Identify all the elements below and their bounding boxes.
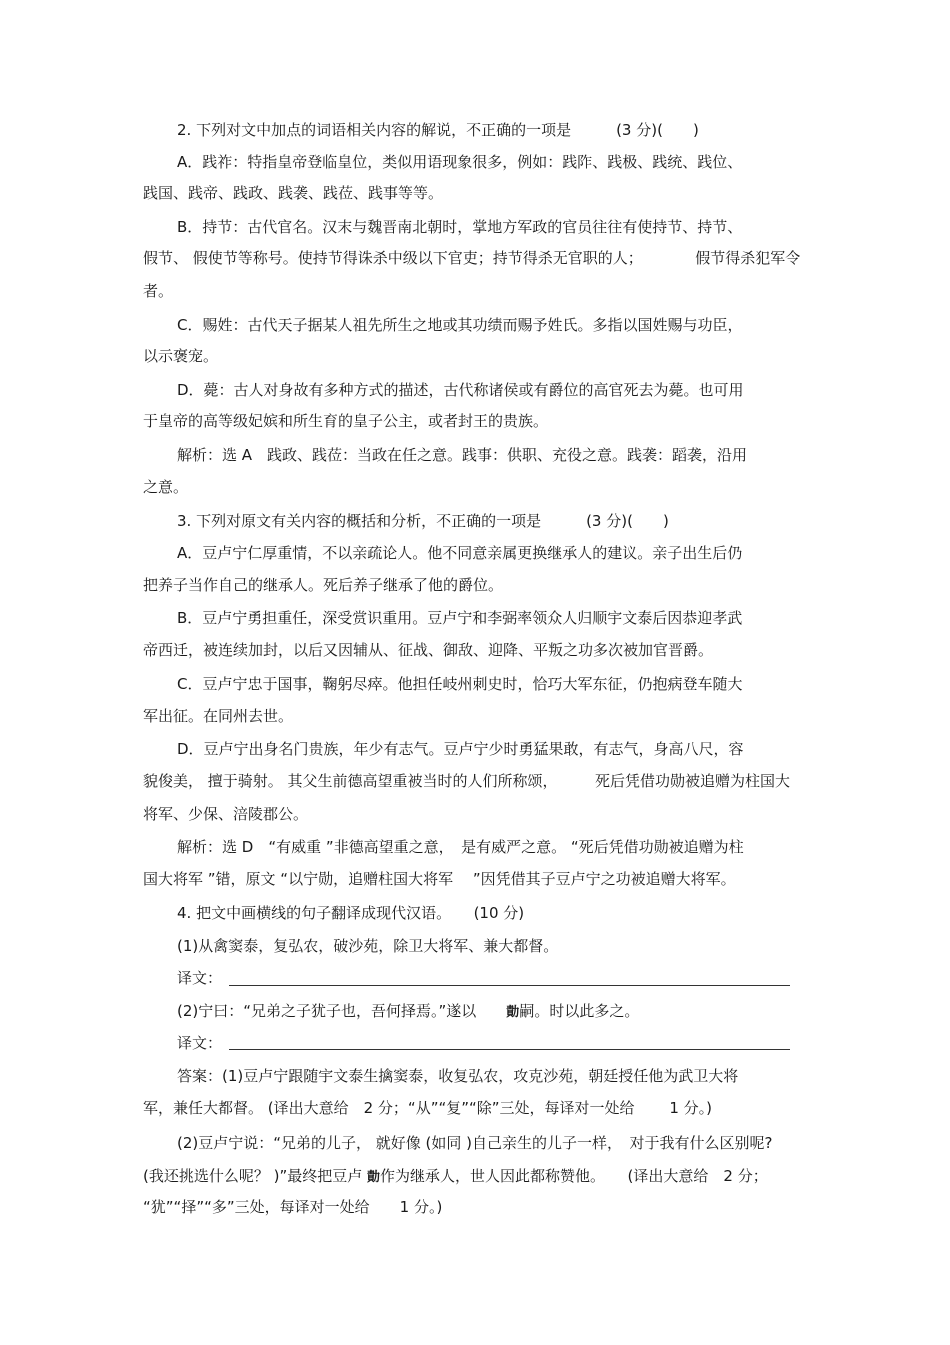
question-2-option-d-line1: D．薨：古人对身故有多种方式的描述，古代称诸侯或有爵位的高官死去为薨。也可用 <box>177 381 744 399</box>
answer-2-prefix: (我还挑选什么呢？ )”最终把豆卢 <box>143 1167 368 1185</box>
question-2-option-d-line2: 于皇帝的高等级妃嫔和所生育的皇子公主，或者封王的贵族。 <box>143 412 549 430</box>
question-3-option-d-line2: 貌俊美， 擅于骑射。 其父生前德高望重被当时的人们所称颂， 死后凭借功勋被追赠为柱国大 <box>143 772 791 790</box>
question-4-sentence-2 <box>177 1001 639 1021</box>
question-2-stem: 2. 下列对文中加点的词语相关内容的解说，不正确的一项是 (3 分)( ) <box>177 121 699 139</box>
question-2-explanation-line1: 解析：选 A 践政、践莅：当政在任之意。践事：供职、充役之意。践袭：蹈袭，沿用 <box>177 446 748 464</box>
question-3-option-a-line1: A．豆卢宁仁厚重情，不以亲疏论人。他不同意亲属更换继承人的建议。亲子出生后仍 <box>177 544 743 562</box>
translation-label-2: 译文： <box>177 1034 223 1052</box>
question-4-sentence-1: (1)从禽窦泰，复弘农，破沙苑，除卫大将军、兼大都督。 <box>177 937 559 955</box>
answer-1-line2: 军，兼任大都督。 (译出大意给 2 分；“从”“复”“除”三处，每译对一处给 1 分。) <box>143 1099 712 1117</box>
question-3-option-d-line3: 将军、少保、涪陵郡公。 <box>143 805 309 823</box>
translation-answer-line-1[interactable] <box>229 985 790 986</box>
answer-2-line3: “犹”“择”“多”三处，每译对一处给 1 分。) <box>143 1198 443 1216</box>
answer-2-suffix: 作为继承人，世人因此都称赞他。 (译出大意给 2 分； <box>380 1167 768 1185</box>
question-2-option-a-line2: 践国、践帝、践政、践袭、践莅、践事等等。 <box>143 184 444 202</box>
question-2-option-c-line1: C．赐姓：古代天子据某人祖先所生之地或其功绩而赐予姓氏。多指以国姓赐与功臣， <box>177 316 743 334</box>
question-2-option-b-line2: 假节、 假使节等称号。使持节得诛杀中级以下官吏；持节得杀无官职的人； 假节得杀犯军令 <box>143 249 801 267</box>
rare-character-glyph: 勣 <box>506 1005 520 1020</box>
question-3-explanation-line2: 国大将军 ”错，原文 “以宁勋，追赠柱国大将军 ”因凭借其子豆卢宁之功被追赠大将军。 <box>143 870 736 888</box>
question-2-option-b-line1: B．持节：古代官名。汉末与魏晋南北朝时，掌地方军政的官员往往有使持节、持节、 <box>177 218 743 236</box>
question-3-option-c-line2: 军出征。在同州去世。 <box>143 707 294 725</box>
question-3-option-c-line1: C．豆卢宁忠于国事，鞠躬尽瘁。他担任岐州刺史时，恰巧大军东征，仍抱病登车随大 <box>177 675 743 693</box>
question-2-option-b-line3: 者。 <box>143 282 174 300</box>
question-3-explanation-line1: 解析：选 D “有威重 ”非德高望重之意， 是有威严之意。 “死后凭借功勋被追赠为柱 <box>177 838 744 856</box>
question-4-stem: 4. 把文中画横线的句子翻译成现代汉语。 (10 分) <box>177 904 525 922</box>
translation-label-1: 译文： <box>177 969 223 987</box>
question-2-option-a-line1: A．践祚：特指皇帝登临皇位，类似用语现象很多，例如：践阼、践极、践统、践位、 <box>177 153 743 171</box>
sentence-2-prefix: (2)宁曰：“兄弟之子犹子也，吾何择焉。”遂以 <box>177 1002 507 1020</box>
question-3-option-b-line2: 帝西迁，被连续加封，以后又因辅从、征战、御敌、迎降、平叛之功多次被加官晋爵。 <box>143 641 714 659</box>
question-3-stem: 3. 下列对原文有关内容的概括和分析，不正确的一项是 (3 分)( ) <box>177 512 669 530</box>
answer-2-line1: (2)豆卢宁说：“兄弟的儿子， 就好像 (如同 )自己亲生的儿子一样， 对于我有什么区别呢? <box>177 1134 773 1152</box>
translation-answer-line-2[interactable] <box>229 1049 790 1050</box>
question-2-explanation-line2: 之意。 <box>143 478 189 496</box>
answer-1-line1: 答案：(1)豆卢宁跟随宇文泰生擒窦泰，收复弘农，攻克沙苑，朝廷授任他为武卫大将 <box>177 1067 739 1085</box>
rare-character-glyph: 勣 <box>367 1170 381 1185</box>
question-2-option-c-line2: 以示褒宠。 <box>143 347 219 365</box>
question-3-option-d-line1: D．豆卢宁出身名门贵族，年少有志气。豆卢宁少时勇猛果敢，有志气，身高八尺，容 <box>177 740 744 758</box>
sentence-2-suffix: 嗣。时以此多之。 <box>519 1002 640 1020</box>
answer-2-line2 <box>143 1166 768 1186</box>
question-3-option-a-line2: 把养子当作自己的继承人。死后养子继承了他的爵位。 <box>143 576 504 594</box>
question-3-option-b-line1: B．豆卢宁勇担重任，深受赏识重用。豆卢宁和李弼率领众人归顺宇文泰后因恭迎孝武 <box>177 609 743 627</box>
